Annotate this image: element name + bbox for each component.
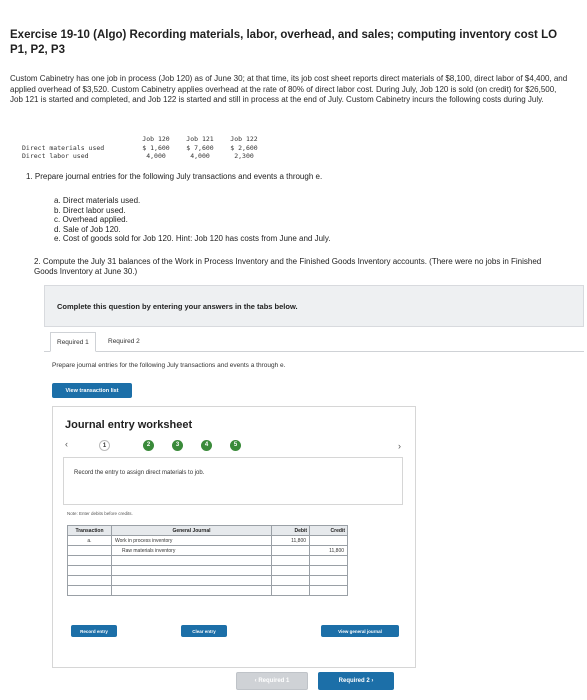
next-required-button[interactable]: Required 2 › [318, 672, 394, 690]
account-cell[interactable] [112, 566, 272, 576]
clear-entry-button[interactable]: Clear entry [181, 625, 227, 637]
transaction-cell[interactable]: a. [68, 536, 112, 546]
list-item: e. Cost of goods sold for Job 120. Hint: Job 120 has costs from June and July. [54, 234, 331, 243]
question-1-list [54, 196, 330, 244]
tab-required-2[interactable]: Required 2 [108, 338, 140, 345]
complete-banner [44, 285, 584, 327]
credit-cell[interactable] [310, 566, 348, 576]
view-general-journal-button[interactable]: View general journal [321, 625, 399, 637]
column-header: Credit [310, 526, 348, 536]
tab-instruction: Prepare journal entries for the following July transactions and events a through e. [52, 362, 286, 369]
step-5[interactable]: 5 [230, 440, 241, 451]
costs-cell: $ 1,600 [142, 143, 170, 152]
costs-header-job-122: Job 122 [230, 135, 258, 143]
column-header: Debit [272, 526, 310, 536]
list-item: d. Sale of Job 120. [54, 224, 121, 234]
costs-cell: 2,300 [234, 152, 254, 160]
costs-row-label: Direct materials used [22, 143, 105, 152]
question-2: 2. Compute the July 31 balances of the Work in Process Inventory and the Finished Goods Inventory accounts. (There were no jobs in Finished Goods Inventory at June 30.) [34, 257, 542, 276]
view-transaction-list-button[interactable]: View transaction list [52, 383, 132, 398]
account-cell[interactable] [112, 586, 272, 596]
credit-cell[interactable] [310, 556, 348, 566]
costs-cell: $ 7,600 [186, 143, 214, 152]
step-2[interactable]: 2 [143, 440, 154, 451]
account-cell[interactable]: Work in process inventory [112, 536, 272, 546]
table-row [68, 536, 348, 546]
chevron-left-icon[interactable]: ‹ [65, 439, 68, 449]
costs-cell: 4,000 [146, 152, 166, 160]
transaction-cell[interactable] [68, 556, 112, 566]
debit-cell[interactable] [272, 586, 310, 596]
record-entry-button[interactable]: Record entry [71, 625, 117, 637]
question-1: 1. Prepare journal entries for the following July transactions and events a through e. [26, 172, 323, 181]
entry-prompt: Record the entry to assign direct materials to job. [74, 470, 205, 476]
prev-required-button[interactable]: ‹ Required 1 [236, 672, 308, 690]
page-title: Exercise 19-10 (Algo) Recording materials, labor, overhead, and sales; computing inventory cost LO P1, P2, P3 [10, 29, 558, 56]
transaction-cell[interactable] [68, 586, 112, 596]
worksheet-title: Journal entry worksheet [65, 419, 193, 431]
debit-cell[interactable]: 11,800 [272, 536, 310, 546]
costs-cell: $ 2,600 [230, 143, 258, 152]
prev-required-label: Required 1 [258, 678, 290, 684]
credit-cell[interactable] [310, 536, 348, 546]
transaction-cell[interactable] [68, 576, 112, 586]
list-item: b. Direct labor used. [54, 205, 126, 215]
problem-intro: Custom Cabinetry has one job in process (Job 120) as of June 30; at that time, its job cost sheet reports direct materials of $8,100, direct labor of $4,400, and applied overhead of $3,520. Custom Cabinetry applies overhead at the rate of 80% of direct labor cost. During July, Job 120 is sold (on credit) for $26,500, Job 121 is started and completed, and Job 122 is started and still in process at the end of July. Custom Cabinetry incurs the following costs during July. [10, 74, 568, 104]
table-row [68, 586, 348, 596]
next-required-label: Required 2 [338, 678, 370, 684]
costs-header-job-121: Job 121 [186, 135, 214, 143]
transaction-cell[interactable] [68, 566, 112, 576]
debit-cell[interactable] [272, 576, 310, 586]
credit-cell[interactable] [310, 576, 348, 586]
debit-cell[interactable] [272, 546, 310, 556]
tab-bar [44, 328, 584, 352]
account-cell[interactable]: Raw materials inventory [112, 546, 272, 556]
entry-note: Note: Enter debits before credits. [67, 511, 133, 516]
entry-prompt-box [63, 457, 403, 505]
costs-row-label: Direct labor used [22, 152, 89, 160]
transaction-cell[interactable] [68, 546, 112, 556]
tab-required-1[interactable]: Required 1 [50, 332, 96, 352]
credit-cell[interactable] [310, 586, 348, 596]
costs-table [22, 135, 266, 161]
column-header: Transaction [68, 526, 112, 536]
debit-cell[interactable] [272, 566, 310, 576]
debit-cell[interactable] [272, 556, 310, 566]
complete-banner-text: Complete this question by entering your answers in the tabs below. [57, 302, 298, 311]
step-1[interactable]: 1 [99, 440, 110, 451]
table-row [68, 576, 348, 586]
list-item: a. Direct materials used. [54, 196, 141, 205]
chevron-right-icon[interactable]: › [398, 441, 401, 451]
costs-header-job-120: Job 120 [142, 135, 170, 143]
step-3[interactable]: 3 [172, 440, 183, 451]
step-4[interactable]: 4 [201, 440, 212, 451]
table-row [68, 556, 348, 566]
account-cell[interactable] [112, 576, 272, 586]
journal-entry-worksheet [52, 406, 416, 668]
journal-table [67, 525, 348, 596]
account-cell[interactable] [112, 556, 272, 566]
costs-cell: 4,000 [190, 152, 210, 160]
table-row [68, 566, 348, 576]
credit-cell[interactable]: 11,800 [310, 546, 348, 556]
column-header: General Journal [112, 526, 272, 536]
table-row [68, 546, 348, 556]
list-item: c. Overhead applied. [54, 215, 128, 224]
